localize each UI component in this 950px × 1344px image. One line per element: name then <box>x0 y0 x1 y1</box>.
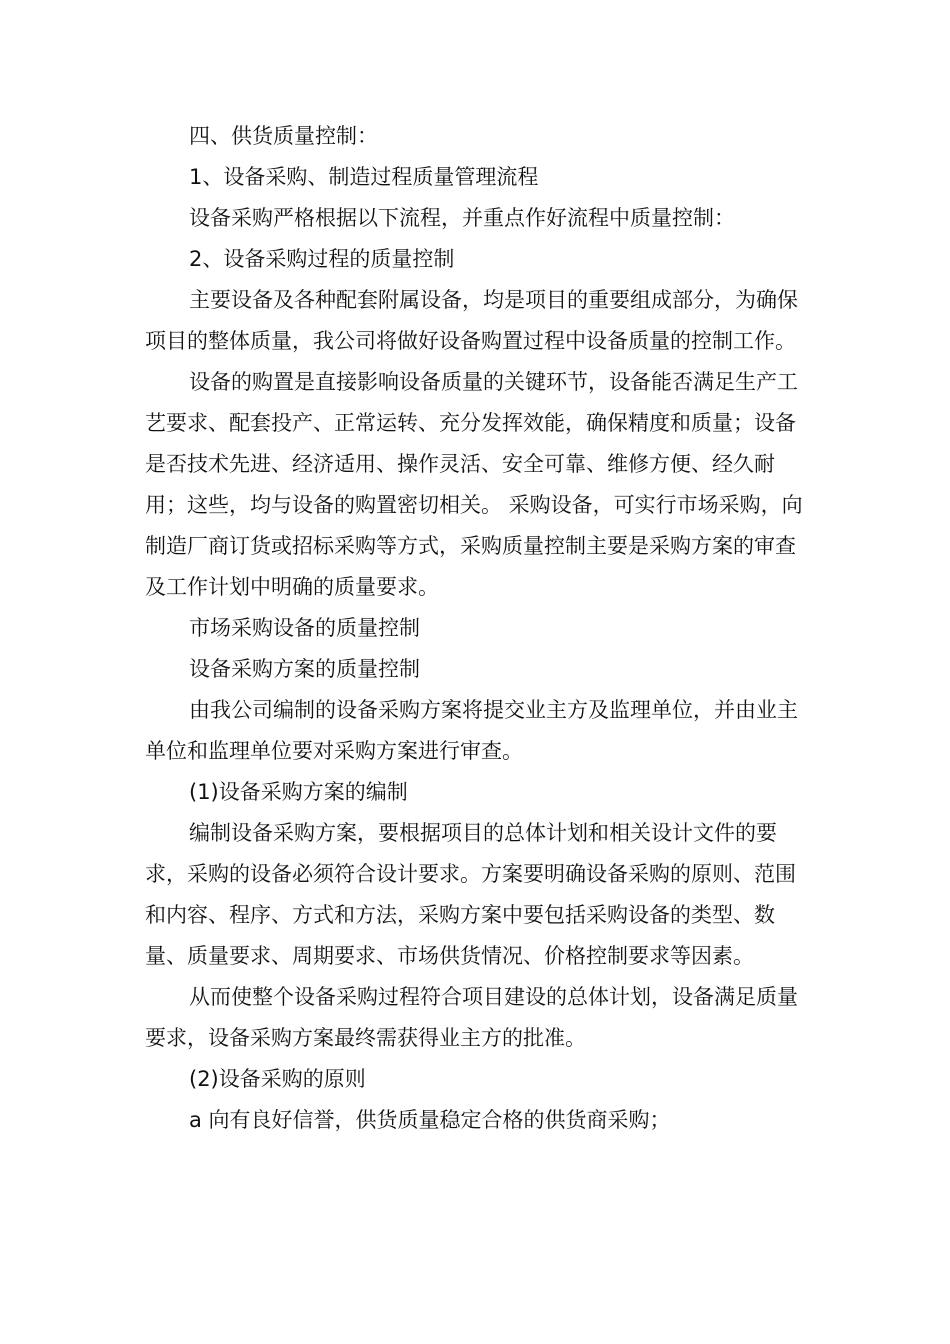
item-plan-compile: (1)设备采购方案的编制 <box>189 780 408 804</box>
subheading-purchase-plan: 设备采购方案的质量控制 <box>189 657 420 681</box>
item-principle-a: a 向有良好信誉，供货质量稳定合格的供货商采购； <box>189 1108 671 1132</box>
subheading-market-purchase: 市场采购设备的质量控制 <box>189 616 420 640</box>
section-heading-supply-quality: 四、供货质量控制： <box>189 124 378 148</box>
paragraph-main-equipment: 主要设备及各种配套附属设备，均是项目的重要组成部分，为确保项目的整体质量，我公司将做好设备购置过程中设备质量的控制工作。 <box>145 288 798 353</box>
paragraph-flow: 设备采购严格根据以下流程，并重点作好流程中质量控制： <box>189 206 735 230</box>
paragraph-compile: 编制设备采购方案，要根据项目的总体计划和相关设计文件的要求，采购的设备必须符合设计要求。方案要明确设备采购的原则、范围和内容、程序、方式和方法，采购方案中要包括采购设备的类型、数量、质量要求、周期要求、市场供货情况、价格控制要求等因素。 <box>145 821 796 968</box>
item-procurement-flow: 1、设备采购、制造过程质量管理流程 <box>189 165 539 189</box>
item-procurement-quality: 2、设备采购过程的质量控制 <box>189 247 455 271</box>
paragraph-purchase: 设备的购置是直接影响设备质量的关键环节，设备能否满足生产工艺要求、配套投产、正常运转、充分发挥效能，确保精度和质量；设备是否技术先进、经济适用、操作灵活、安全可靠、维修方便、经久耐用；这些，均与设备的购置密切相关。 采购设备，可实行市场采购，向制造厂商订货或招标采购等方式，采购质量控制主要是采购方案的审查及工作计划中明确的质量要求。 <box>145 370 803 599</box>
document-body <box>145 116 810 1141</box>
item-purchase-principles: (2)设备采购的原则 <box>189 1067 366 1091</box>
paragraph-review: 由我公司编制的设备采购方案将提交业主方及监理单位，并由业主单位和监理单位要对采购方案进行审查。 <box>145 698 798 763</box>
paragraph-approval: 从而使整个设备采购过程符合项目建设的总体计划，设备满足质量要求，设备采购方案最终需获得业主方的批准。 <box>145 985 798 1050</box>
